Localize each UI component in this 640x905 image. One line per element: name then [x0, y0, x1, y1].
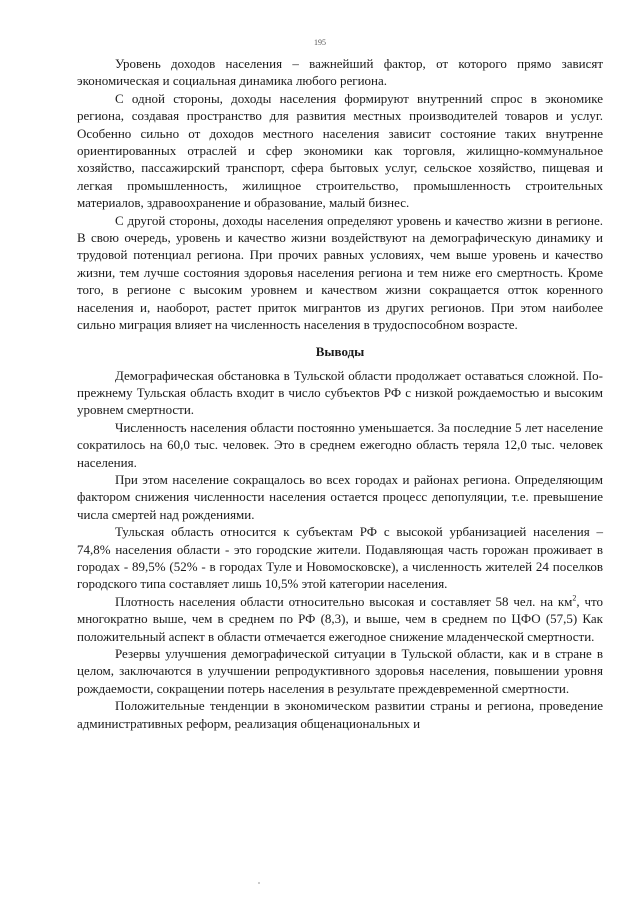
paragraph-improvement-reserves: Резервы улучшения демографической ситуации в Тульской области, как и в стране в целом, заключаются в улучшении репродуктивного здоровья населения, повышении уровня рождаемости, сокращении потерь населения в результате преждевременной смертности.: [77, 646, 603, 696]
paragraph-internal-demand: С одной стороны, доходы населения формируют внутренний спрос в экономике региона, создавая пространство для развития местных производителей товаров и услуг. Особенно сильно от доходов местного населения зависит состояние таких внутренне ориентированных отраслей и сфер экономики как торговля, жилищно-коммунальное хозяйство, пассажирский транспорт, сфера бытовых услуг, сельское хозяйство, пищевая и легкая промышленность, жилищное строительство, промышленность строительных материалов, здравоохранение и образование, малый бизнес.: [77, 90, 603, 211]
paragraph-depopulation: При этом население сокращалось во всех городах и районах региона. Определяющим фактором снижения численности населения остается процесс депопуляции, т.е. превышение числа смертей над рождениями.: [77, 471, 603, 522]
density-text-part2: , что многократно выше, чем в среднем по РФ (8,3), и выше, чем в среднем по ЦФО (57,5) Как положительный аспект в области отмечается ежегодное снижение младенческой смертности.: [77, 593, 603, 644]
paragraph-positive-trends: Положительные тенденции в экономическом развитии страны и региона, проведение административных реформ, реализация общенациональных и: [77, 698, 603, 731]
paragraph-quality-of-life: С другой стороны, доходы населения определяют уровень и качество жизни в регионе. В свою очередь, уровень и качество жизни воздействуют на демографическую динамику и трудовой потенциал региона. При прочих равных условиях, чем выше уровень и качество жизни, тем лучше состояния здоровья населения региона и тем ниже его смертность. Кроме того, в регионе с высоким уровнем и качеством жизни сокращается отток коренного населения и, наоборот, растет приток мигрантов из других регионов. При этом наиболее сильно миграция влияет на численность населения в трудоспособном возрасте.: [77, 212, 603, 333]
scan-artifact-dot: [258, 882, 260, 884]
section-heading-conclusions: Выводы: [315, 343, 365, 359]
document-body: [77, 55, 603, 732]
paragraph-urbanization: Тульская область относится к субъектам РФ с высокой урбанизацией населения – 74,8% населения области - это городские жители. Подавляющая часть горожан проживает в городах - 89,5% (52% - в городах Туле и Новомосковске), а численность жителей 24 поселков городского типа составляет лишь 10,5% этой категории населения.: [77, 524, 603, 592]
paragraph-income-factor: Уровень доходов населения – важнейший фактор, от которого прямо зависят экономическая и социальная динамика любого региона.: [77, 56, 603, 89]
density-text-part1: Плотность населения области относительно высокая и составляет 58 чел. на км: [115, 593, 573, 609]
paragraph-population-density: [77, 593, 603, 645]
density-superscript: 2: [572, 593, 577, 603]
paragraph-demographic-situation: Демографическая обстановка в Тульской области продолжает оставаться сложной. По-прежнему Тульская область входит в число субъектов РФ с низкой рождаемостью и высоким уровнем смертности.: [77, 367, 603, 418]
page-number: 195: [314, 38, 326, 47]
paragraph-population-decline: Численность населения области постоянно уменьшается. За последние 5 лет население сократилось на 60,0 тыс. человек. Это в среднем ежегодно область теряла 12,0 тыс. человек населения.: [77, 419, 603, 470]
